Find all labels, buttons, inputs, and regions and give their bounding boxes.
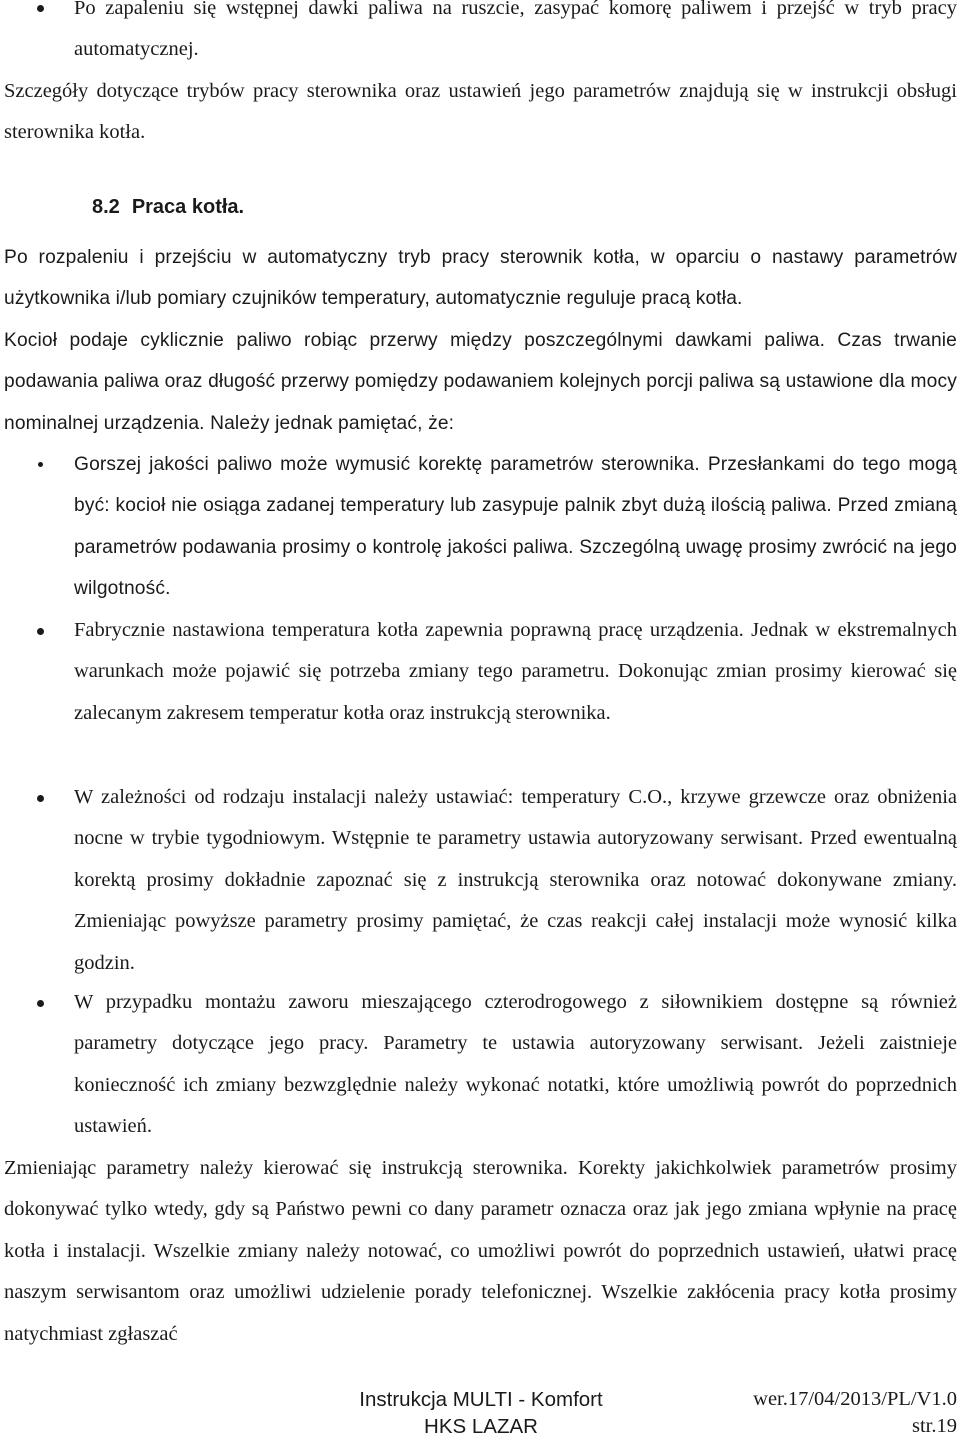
bullet-icon: [37, 795, 44, 802]
section-number: 8.2: [92, 196, 120, 218]
bullet-icon: [37, 1000, 44, 1007]
bullet-icon: [37, 628, 44, 635]
list-item-text: W zależności od rodzaju instalacji należy ustawiać: temperatury C.O., krzywe grzewcze oraz obniżenia nocne w trybie tygodniowym. Wstępnie te parametry ustawia autoryzowany serwisant. Przed ewentualną korektą prosimy dokładnie zapoznać się z instrukcją sterownika oraz notować dokonywane zmiany. Zmieniając powyższe parametry prosimy pamiętać, że czas reakcji całej instalacji może wynosić kilka godzin.: [74, 786, 957, 974]
bullet-icon: [37, 5, 44, 12]
page-number: str.19: [912, 1415, 957, 1437]
list-item-text: W przypadku montażu zaworu mieszającego czterodrogowego z siłownikiem dostępne są również parametry dotyczące jego pracy. Parametry te ustawia autoryzowany serwisant. Jeżeli zaistnieje konieczność ich zmiany bezwzględnie należy wykonać notatki, które umożliwią powrót do poprzednich ustawień.: [74, 991, 957, 1138]
intro-paragraph: Szczegóły dotyczące trybów pracy sterownika oraz ustawień jego parametrów znajdują się w instrukcji obsługi sterownika kotła.: [4, 80, 957, 144]
footer-title: Instrukcja MULTI - Komfort: [359, 1388, 603, 1411]
footer-company: HKS LAZAR: [424, 1415, 538, 1438]
footer-version-block: [753, 1386, 957, 1440]
bullet-icon: [38, 462, 43, 467]
intro-bullet-text: Po zapaleniu się wstępnej dawki paliwa na ruszcie, zasypać komorę paliwem i przejść w tryb pracy automatycznej.: [74, 0, 957, 61]
list-item-text: Fabrycznie nastawiona temperatura kotła zapewnia poprawną pracę urządzenia. Jednak w ekstremalnych warunkach może pojawić się potrzeba zmiany tego parametru. Dokonując zmian prosimy kierować się zalecanym zakresem temperatur kotła oraz instrukcją sterownika.: [74, 619, 957, 724]
footer-title-block: [336, 1386, 626, 1440]
paragraph-parameter-changes: Zmieniając parametry należy kierować się instrukcją sterownika. Korekty jakichkolwiek parametrów prosimy dokonywać tylko wtedy, gdy są Państwo pewni co dany parametr oznacza oraz jak jego zmiana wpłynie na pracę kotła i instalacji. Wszelkie zmiany należy notować, co umożliwi powrót do poprzednich ustawień, ułatwi pracę naszym serwisantom oraz umożliwi udzielenie porady telefonicznej. Wszelkie zakłócenia pracy kotła prosimy natychmiast zgłaszać: [4, 1157, 957, 1345]
section-title: Praca kotła.: [131, 196, 245, 218]
list-item-text: Gorszej jakości paliwo może wymusić korektę parametrów sterownika. Przesłankami do tego mogą być: kocioł nie osiąga zadanej temperatury lub zasypuje palnik zbyt dużą ilością paliwa. Przed zmianą parametrów podawania prosimy o kontrolę jakości paliwa. Szczególną uwagę prosimy zwrócić na jego wilgotność.: [74, 454, 957, 600]
section-heading: [92, 196, 244, 219]
paragraph-fuel-feeding: Kocioł podaje cyklicznie paliwo robiąc przerwy między poszczególnymi dawkami paliwa. Czas trwanie podawania paliwa oraz długość przerwy pomiędzy podawaniem kolejnych porcji paliwa są ustawione dla mocy nominalnej urządzenia. Należy jednak pamiętać, że:: [4, 330, 957, 434]
footer-version: wer.17/04/2013/PL/V1.0: [753, 1388, 957, 1410]
paragraph-operation: Po rozpaleniu i przejściu w automatyczny tryb pracy sterownik kotła, w oparciu o nastawy parametrów użytkownika i/lub pomiary czujników temperatury, automatycznie reguluje pracą kotła.: [4, 247, 957, 310]
